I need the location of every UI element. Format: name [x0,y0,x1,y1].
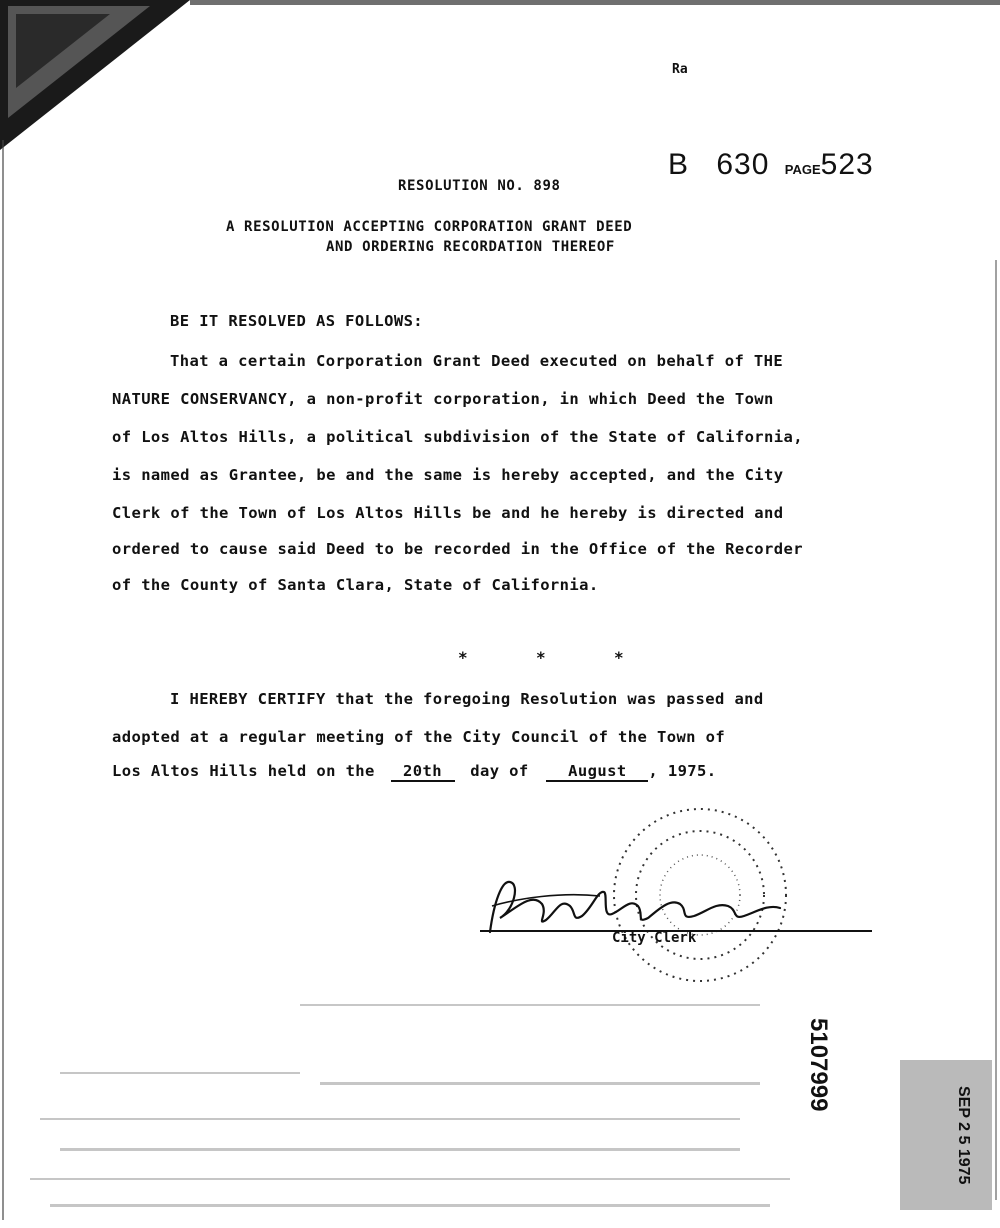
separator-star: * [458,648,468,667]
resolution-title-line-2: AND ORDERING RECORDATION THEREOF [326,239,615,255]
resolution-title-line-1: A RESOLUTION ACCEPTING CORPORATION GRANT DEED [226,219,633,235]
page-word: PAGE [784,162,821,177]
book-page-reference [668,148,874,182]
certify-suffix: , 1975. [648,762,717,780]
scan-corner-fold [0,0,200,160]
book-number: 630 [716,148,770,181]
page-mark: Ra [672,62,688,77]
body-line: of Los Altos Hills, a political subdivision of the State of California, [112,428,803,446]
certify-line: adopted at a regular meeting of the City Council of the Town of [112,728,726,746]
certify-prefix: Los Altos Hills held on the [112,762,375,780]
signature-title: City Clerk [612,930,697,946]
body-line: NATURE CONSERVANCY, a non-profit corporation, in which Deed the Town [112,390,774,408]
separator-star: * [536,648,546,667]
scan-top-edge [190,0,1000,5]
recording-number: 5107999 [805,1018,832,1112]
body-line: That a certain Corporation Grant Deed executed on behalf of THE [170,352,784,370]
certify-month-blank: August [546,762,648,782]
separator-star: * [614,648,624,667]
body-line: of the County of Santa Clara, State of California. [112,576,599,594]
body-line: ordered to cause said Deed to be recorded in the Office of the Recorder [112,540,803,558]
recording-date: SEP 2 5 1975 [955,1086,972,1185]
certify-date-line [112,762,717,782]
body-line: Clerk of the Town of Los Altos Hills be and he hereby is directed and [112,504,784,522]
page-number: 523 [820,148,874,181]
certify-day-blank: 20th [391,762,455,782]
resolved-heading: BE IT RESOLVED AS FOLLOWS: [170,312,424,330]
scan-bottom-noise [0,998,1000,1228]
section-separator [458,648,692,667]
body-line: is named as Grantee, be and the same is hereby accepted, and the City [112,466,784,484]
resolution-number: RESOLUTION NO. 898 [398,178,561,194]
certify-middle: day of [470,762,529,780]
certify-line: I HEREBY CERTIFY that the foregoing Resolution was passed and [170,690,764,708]
book-letter: B [668,148,690,181]
